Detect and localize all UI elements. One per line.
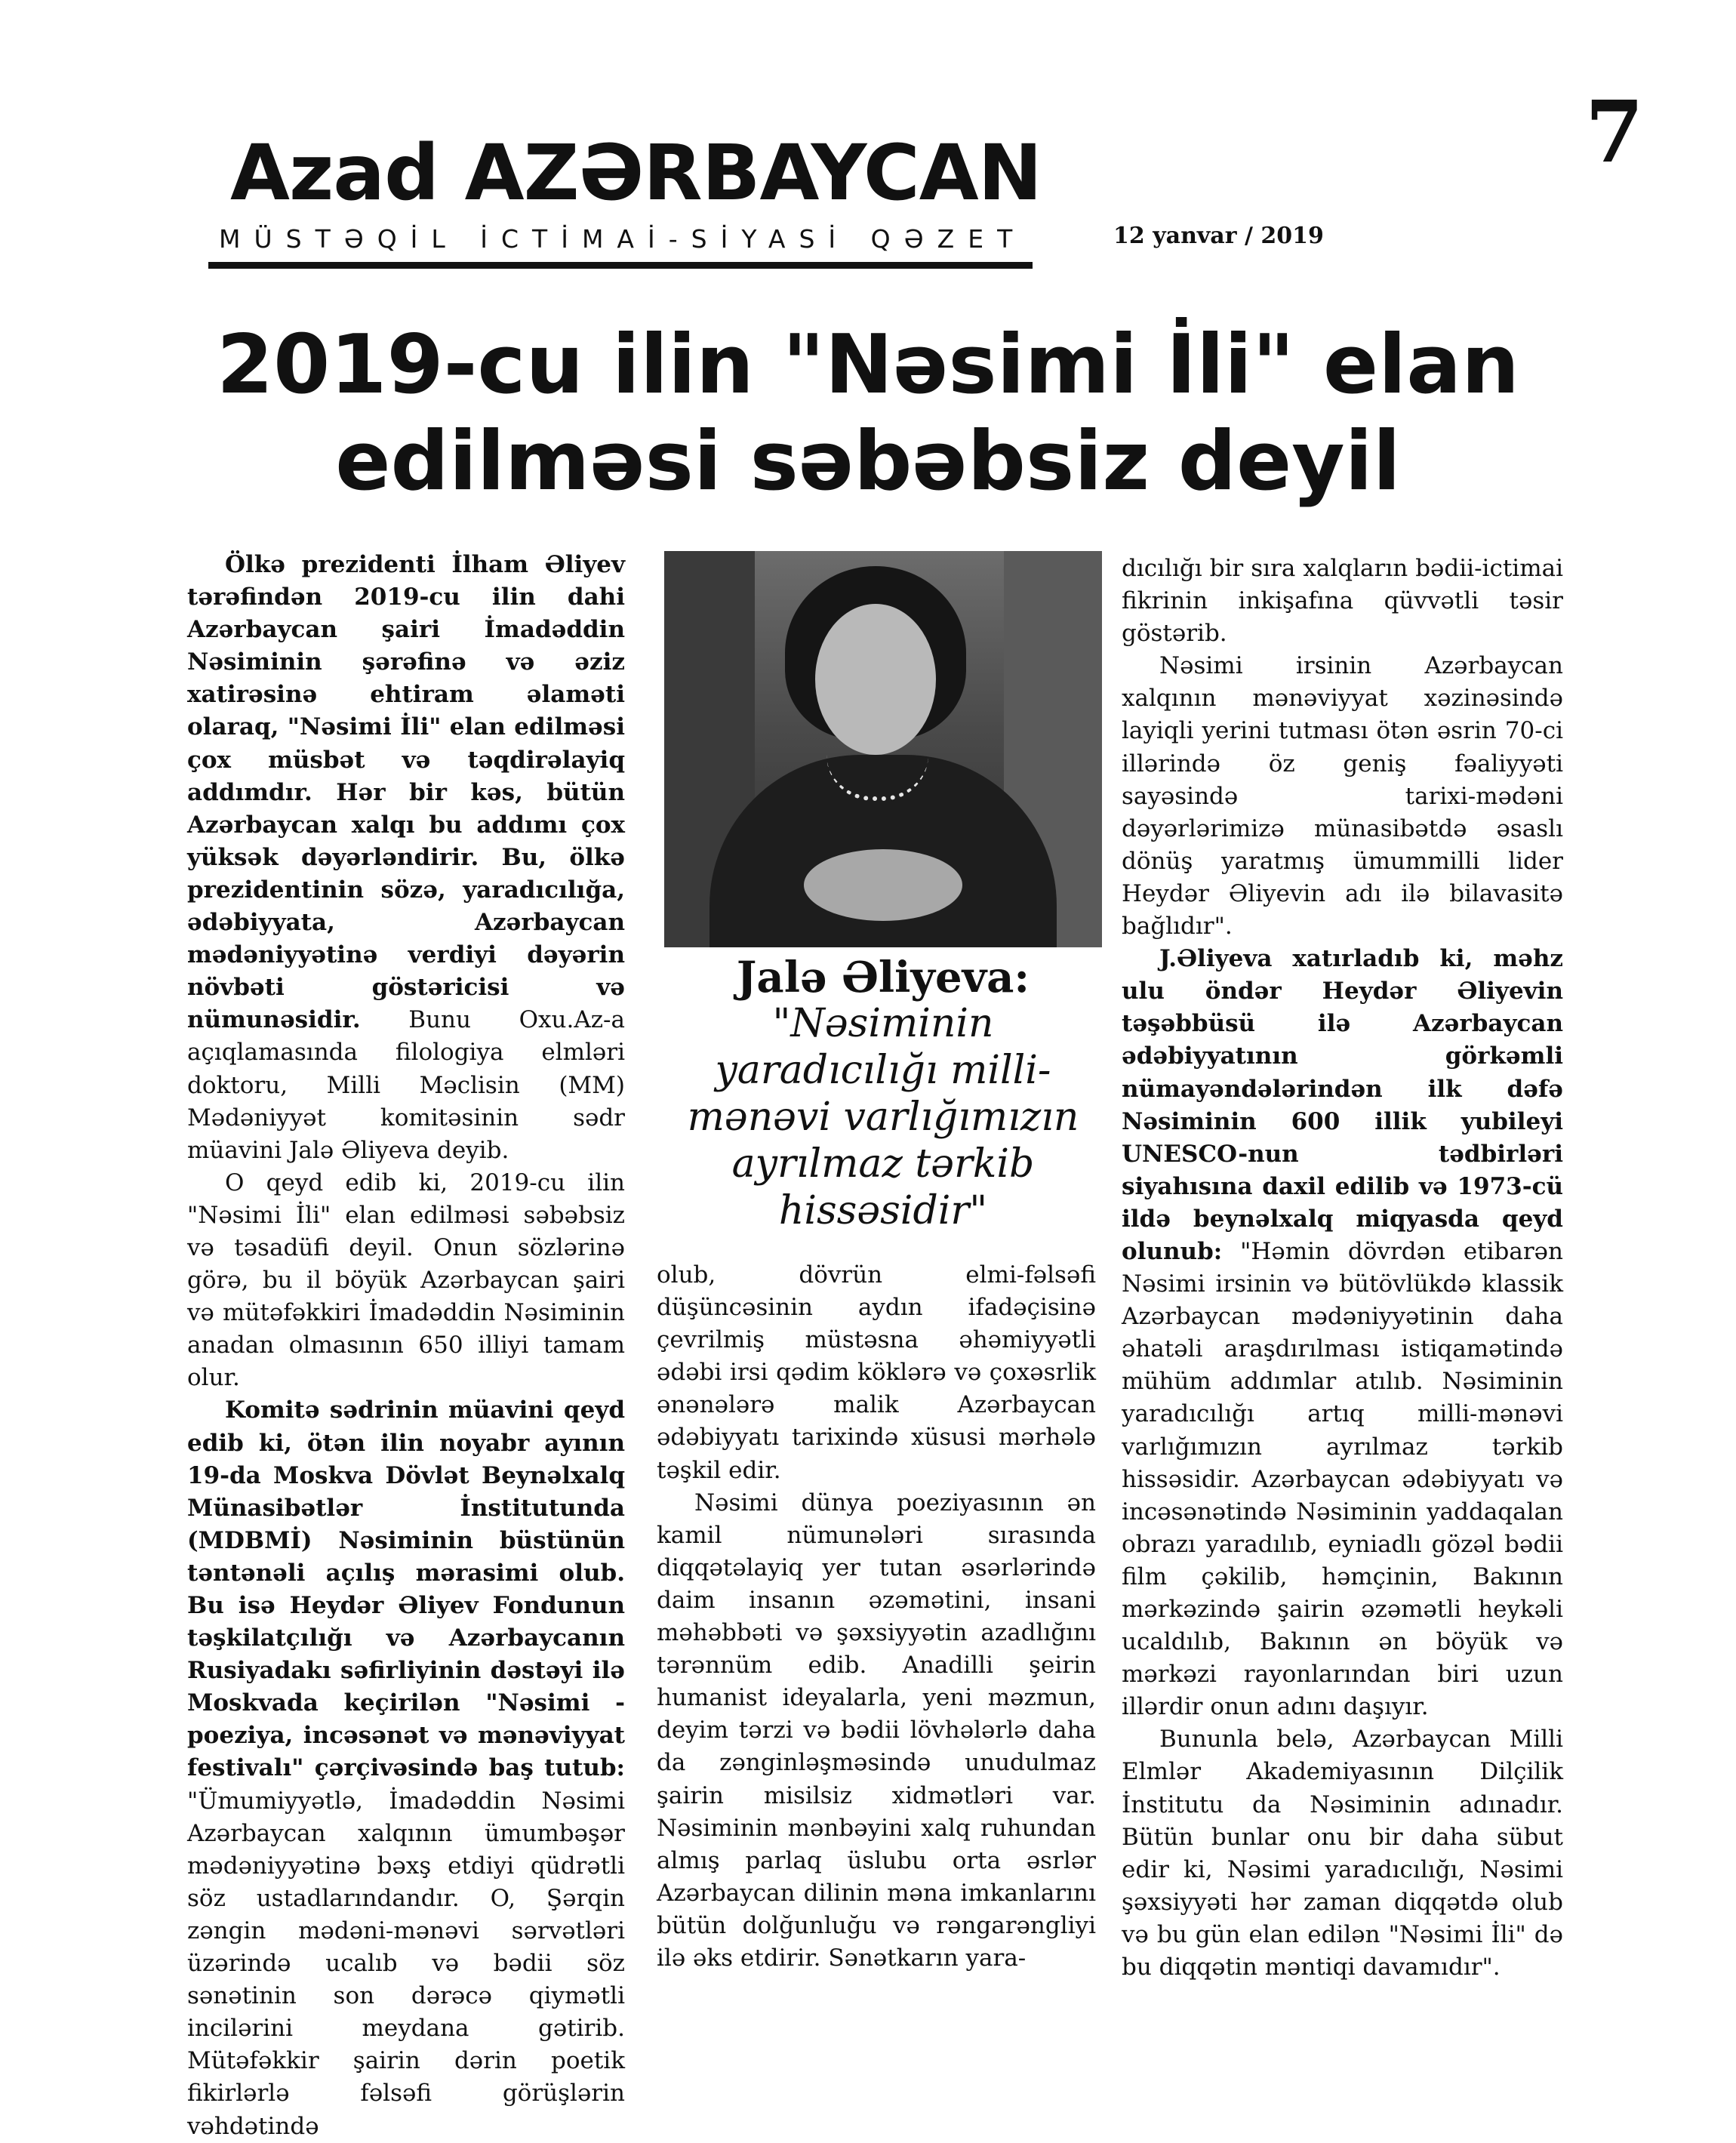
paragraph: olub, dövrün elmi-fəlsəfi düşüncəsinin aydın ifadəçisinə çevrilmiş müstəsna əhəmiyyətli ədəbi irsi qədim köklərə və çoxəsrlik ənənələrə malik Azərbaycan ədəbiyyatı tarixində xüsusi mərhələ təşkil edir. [657, 1261, 1096, 1484]
paragraph: dıcılığı bir sıra xalqların bədii-ictimai fikrinin inkişafına qüvvətli təsir göstərib. [1122, 555, 1563, 648]
paragraph-text: "Həmin dövrdən etibarən Nəsimi irsinin və bütövlükdə klassik Azərbaycan mədəniyyətinin daha əhatəli araşdırılması istiqamətində mühüm addımlar atılıb. Nəsiminin yaradıcılığı artıq milli-mənəvi varlığımızın ayrılmaz tərkib hissəsidir. Azərbaycan ədəbiyyatı və incəsənətində Nəsiminin yaddaqalan obrazı yaradılıb, eyniadlı gözəl bədii film çəkilib, həmçinin, Bakının mərkəzində şairin əzəmətli heykəli ucaldılıb, Bakının ən böyük və mərkəzi rayonlarından biri uzun illərdir onun adını daşıyır. [1122, 1237, 1563, 1721]
paragraph-text: Bunu Oxu.Az-a açıqlamasında filologiya elmləri doktoru, Milli Məclisin (MM) Mədəniyyət komitəsinin sədr müavini Jalə Əliyeva deyib. [187, 1006, 625, 1164]
lead-text: J.Əliyeva xatırladıb ki, məhz ulu öndər Heydər Əliyevin təşəbbüsü ilə Azərbaycan ədəbiyyatının görkəmli nümayəndələrindən ilk dəfə Nəsiminin 600 illik yubileyi UNESCO-nun tədbirləri siyahısına daxil edilib və 1973-cü ildə beynəlxalq miqyasda qeyd olunub: [1122, 945, 1563, 1265]
article-photo [664, 551, 1102, 947]
paragraph: Bununla belə, Azərbaycan Milli Elmlər Akademiyasının Dilçilik İnstitutu da Nəsiminin adınadır. Bütün bunlar onu bir daha sübut edir ki, Nəsimi yaradıcılığı, Nəsimi şəxsiyyəti hər zaman diqqətdə olub və bu gün elan edilən "Nəsimi İli" də bu diqqətin məntiqi davamıdır". [1122, 1726, 1563, 1981]
newspaper-tagline: MÜSTƏQİL İCTİMAİ-SİYASİ QƏZET [219, 224, 1027, 254]
photo-figure-hands [804, 849, 962, 921]
lead-text: Komitə sədrinin müavini qeyd edib ki, ötən ilin noyabr ayının 19-da Moskva Dövlət Beynəlxalq Münasibətlər İnstitutunda (MDBMİ) Nəsiminin büstünün təntənəli açılış mərasimi olub. Bu isə Heydər Əliyev Fondunun təşkilatçılığı və Azərbaycanın Rusiyadakı səfirliyinin dəstəyi ilə Moskvada keçirilən "Nəsimi - poeziya, incəsənət və mənəviyyat festivalı" çərçivəsində baş tutub: [187, 1396, 625, 1782]
article-headline: 2019-cu ilin "Nəsimi İli" elan edilməsi səbəbsiz deyil [217, 318, 1519, 509]
issue-date: 12 yanvar / 2019 [1113, 223, 1324, 249]
paragraph: O qeyd edib ki, 2019-cu ilin "Nəsimi İli" elan edilməsi səbəbsiz və təsadüfi deyil. Onun sözlərinə görə, bu il böyük Azərbaycan şairi və mütəfəkkiri İmadəddin Nəsiminin anadan olmasının 650 illiyi tamam olur. [187, 1168, 625, 1392]
paragraph [187, 549, 625, 1167]
article-column-1 [187, 549, 625, 2143]
paragraph: Nəsimi irsinin Azərbaycan xalqının mənəviyyat xəzinəsində layiqli yerini tutması ötən əsrin 70-ci illərində öz geniş fəaliyyəti sayəsində tarixi-mədəni dəyərlərimizə münasibətdə əsaslı dönüş yaratmış ümummilli lider Heydər Əliyevin adı ilə bilavasitə bağlıdır". [1122, 652, 1563, 941]
paragraph: Nəsimi dünya poeziyasının ən kamil nümunələri sırasında diqqətəlayiq yer tutan əsərlərində daim insanın əzəmətini, insani məhəbbəti və şəxsiyyətin azadlığını tərənnüm edib. Anadilli şeirin humanist ideyalarla, yeni məzmun, deyim tərzi və bədii lövhələrlə daha da zənginləşməsində unudulmaz şairin misilsiz xidmətləri var. Nəsiminin mənbəyini xalq ruhundan almış parlaq üslubu orta əsrlər Azərbaycan dilinin məna imkanlarını bütün dolğunluğu və rəngarəngliyi ilə əks etdirir. Sənətkarın yara- [657, 1489, 1096, 1972]
photo-caption-name: Jalə Əliyeva: [736, 953, 1030, 1002]
paragraph [1122, 943, 1563, 1723]
photo-figure-face [815, 604, 936, 755]
newspaper-title: Azad AZƏRBAYCAN [230, 128, 1042, 218]
paragraph-text: "Ümumiyyətlə, İmadəddin Nəsimi Azərbaycan xalqının ümumbəşər mədəniyyətinə bəxş etdiyi qüdrətli söz ustadlarındandır. O, Şərqin zəngin mədəni-mənəvi sərvətləri üzərində ucalıb və bədii söz sənətinin son dərəcə qiymətli incilərini meydana gətirib. Mütəfəkkir şairin dərin poetik fikirlərlə fəlsəfi görüşlərin vəhdətində [187, 1787, 625, 2140]
lead-text: Ölkə prezidenti İlham Əliyev tərəfindən 2019-cu ilin dahi Azərbaycan şairi İmadəddin Nəsiminin şərəfinə və əziz xatirəsinə ehtiram əlaməti olaraq, "Nəsimi İli" elan edilməsi çox müsbət və təqdirəlayiq addımdır. Hər bir kəs, bütün Azərbaycan xalqı bu addımı çox yüksək dəyərləndirir. Bu, ölkə prezidentinin sözə, yaradıcılığa, ədəbiyyata, Azərbaycan mədəniyyətinə verdiyi dəyərin növbəti göstəricisi və nümunəsidir. [187, 551, 625, 1034]
photo-caption-quote: "Nəsiminin yaradıcılığı milli-mənəvi varlığımızın ayrılmaz tərkib hissəsidir" [687, 1001, 1079, 1233]
article-column-3 [1122, 553, 1563, 1984]
paragraph [187, 1394, 625, 2142]
article-column-2 [657, 1259, 1096, 1975]
page-number: 7 [1585, 83, 1644, 182]
masthead-rule [208, 262, 1033, 269]
